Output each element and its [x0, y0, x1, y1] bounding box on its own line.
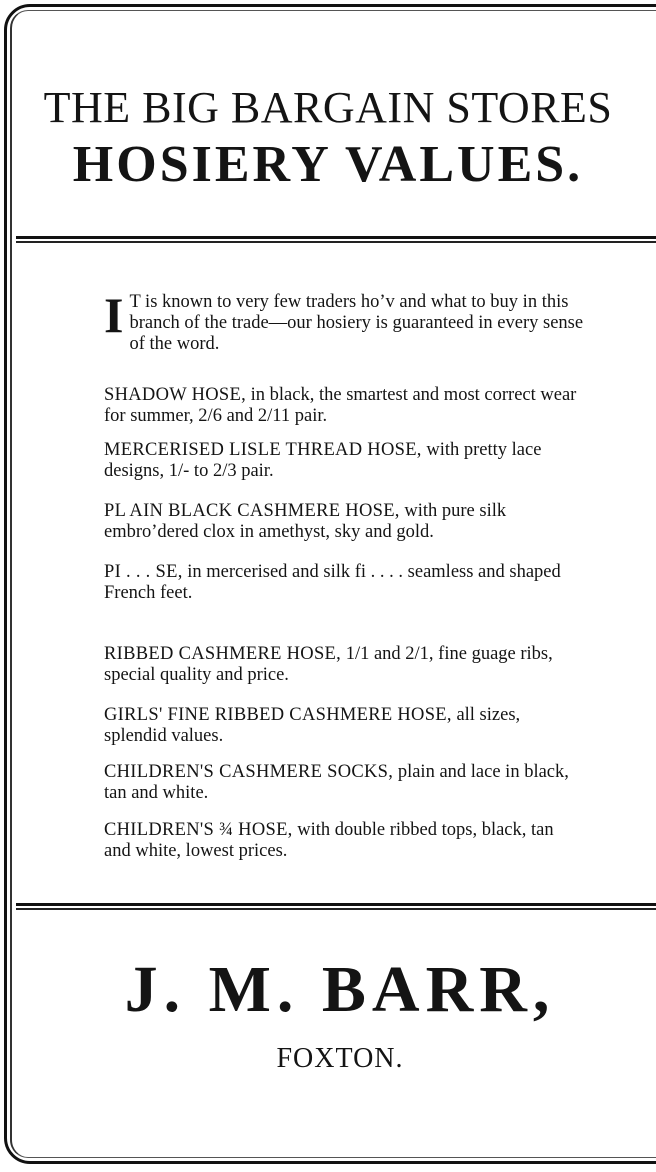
list-item: [104, 562, 584, 604]
item-name: CHILDREN'S ¾ HOSE,: [104, 820, 293, 840]
item-text: 1/1 and 2/1, fine guage ribs, special quality and price.: [104, 644, 553, 685]
item-text: with pretty lace designs, 1/- to 2/3 pair.: [104, 440, 542, 481]
list-item: [104, 501, 584, 543]
item-name: CHILDREN'S CASHMERE SOCKS,: [104, 762, 394, 782]
list-item: [104, 820, 584, 862]
item-name: RIBBED CASHMERE HOSE,: [104, 644, 342, 664]
item-text: plain and lace in black, tan and white.: [104, 762, 569, 803]
merchant-place: FOXTON.: [276, 1043, 404, 1074]
item-name: PL AIN BLACK CASHMERE HOSE,: [104, 501, 400, 521]
headline: HOSIERY VALUES.: [72, 136, 584, 193]
item-name: SHADOW HOSE,: [104, 385, 247, 405]
list-item: [104, 440, 584, 482]
item-text: with pure silk embroʼdered clox in amethyst, sky and gold.: [104, 501, 507, 542]
divider-top: [16, 236, 656, 243]
list-item: [104, 762, 584, 804]
item-text: in mercerised and silk fi . . . . seamless and shaped French feet.: [104, 562, 561, 603]
item-name: GIRLS' FINE RIBBED CASHMERE HOSE,: [104, 705, 452, 725]
list-item: [104, 385, 584, 427]
merchant-name: J. M. BARR,: [124, 953, 556, 1026]
store-name: THE BIG BARGAIN STORES: [43, 83, 613, 132]
intro-paragraph: [104, 287, 584, 355]
item-text: all sizes, splendid values.: [104, 705, 521, 746]
intro-dropcap: I: [104, 287, 124, 343]
list-item: [104, 705, 584, 747]
list-item: [104, 644, 584, 686]
item-text: with double ribbed tops, black, tan and white, lowest prices.: [104, 820, 554, 861]
item-name: PI . . . SE,: [104, 562, 183, 582]
divider-bottom: [16, 903, 656, 910]
item-name: MERCERISED LISLE THREAD HOSE,: [104, 440, 422, 460]
item-text: in black, the smartest and most correct wear for summer, 2/6 and 2/11 pair.: [104, 385, 577, 426]
intro-text: T is known to very few traders hoʼv and what to buy in this branch of the trade—our hosiery is guaranteed in every sense of the word.: [129, 292, 584, 354]
